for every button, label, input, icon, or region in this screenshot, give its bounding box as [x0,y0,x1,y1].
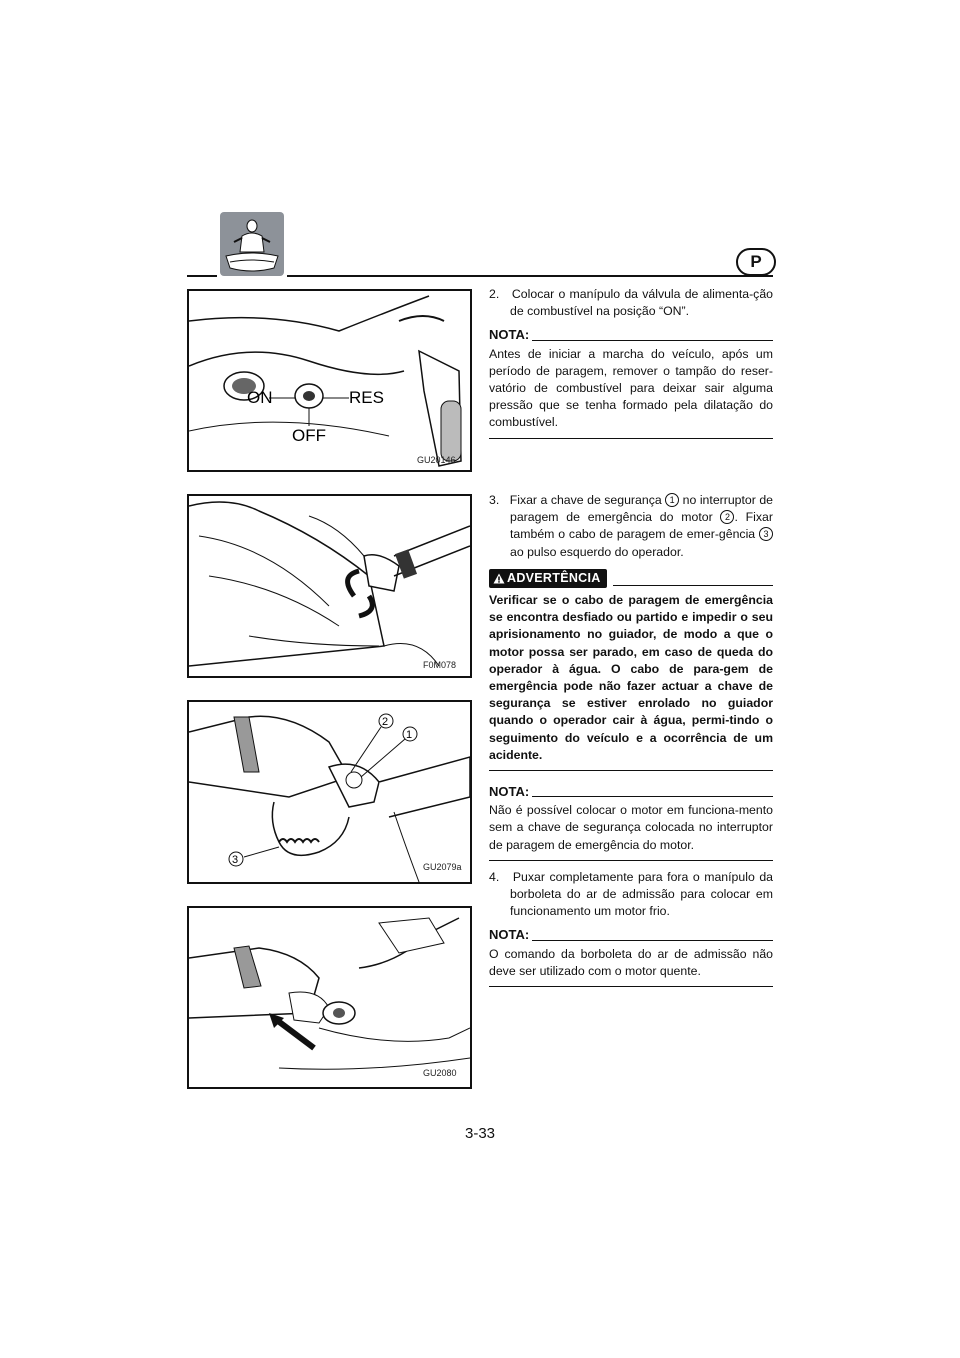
callout-2: 2 [382,716,389,728]
text-column-top [489,286,773,439]
warning-text: Verificar se o cabo de paragem de emergência se encontra desfiado ou partido e impedir o seu aprisionamento no guiador, de modo a que o motor possa ser parado, em caso de queda do operador à água. O cabo de para-gem de emergência pode não fazer actuar a chave de segurança se estiver enrolado no guiador quando o operador cair à água, permi-tindo o seguimento do veículo e a ocorrência de um acidente. [489,592,773,771]
callout-1-ref: 1 [665,493,679,507]
header-rule-left [187,275,217,277]
callout-3-ref: 3 [759,527,773,541]
warning-badge: ADVERTÊNCIA [489,569,607,588]
figure-safety-key [187,494,472,678]
page-number: 3-33 [464,1125,496,1142]
callout-2-ref: 2 [720,510,734,524]
nota-2-text: Não é possível colocar o motor em funciona-mento sem a chave de segurança colocada no interruptor de paragem de emergência do motor. [489,802,773,861]
fuel-label-off: OFF [292,426,326,445]
figure-code: GU2080 [423,1068,457,1078]
callout-3: 3 [232,854,239,866]
figure-code: GU20146 [417,455,456,465]
warning-heading [489,569,773,588]
nota-1-text: Antes de iniciar a marcha do veículo, após um período de paragem, remover o tampão do reser-vatório de combustível para deixar sair alguma pressão que se tenha formado pela dilatação do combustível. [489,346,773,439]
nota-1-heading: NOTA: [489,326,773,343]
nota-2-heading: NOTA: [489,783,773,800]
language-badge: P [736,248,776,276]
header-rule-right [287,275,773,277]
figure-choke-knob [187,906,472,1089]
figure-code: F0M078 [423,660,457,670]
text-column-middle [489,492,773,987]
warning-triangle-icon [493,573,505,584]
step-2: 2. Colocar o manípulo da válvula de alimenta-ção de combustível na posição “ON”. [489,287,773,319]
fuel-label-res: RES [349,388,384,407]
fuel-label-on: ON [247,388,273,407]
figure-lanyard-wrist [187,700,472,884]
callout-1: 1 [406,729,413,741]
step-3: 3. Fixar a chave de segurança 1 no interruptor de paragem de emergência do motor 2 . Fixar também o cabo de paragem de emer-gência 3 ao pulso esquerdo do operador. [489,493,774,559]
figure-fuel-cock [187,289,472,472]
rider-on-watercraft-icon [220,212,284,276]
nota-3-heading: NOTA: [489,926,773,943]
nota-3-text: O comando da borboleta do ar de admissão não deve ser utilizado com o motor quente. [489,946,773,987]
step-4: 4. Puxar completamente para fora o manípulo da borboleta do ar de admissão para colocar em funcionamento um motor frio. [489,869,773,919]
figure-code: GU2079a [423,862,462,872]
